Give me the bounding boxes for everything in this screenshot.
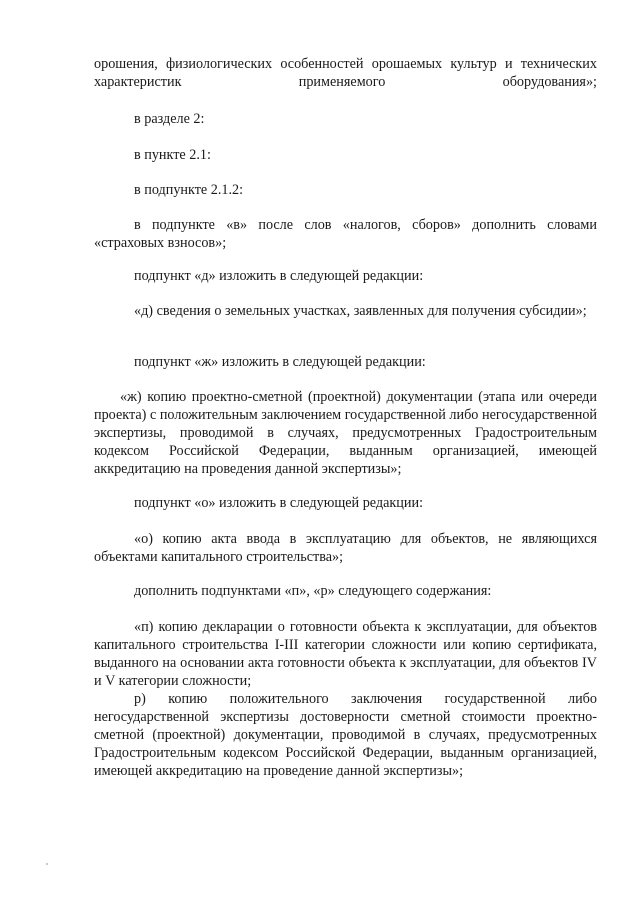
scan-speck: [46, 863, 48, 865]
paragraph-subpoint-d-text: «д) сведения о земельных участках, заявленных для получения субсидии»;: [134, 303, 587, 319]
paragraph-subpoint-p-text: «п) копию декларации о готовности объекта к эксплуатации, для объектов капитального строительства I-III категории сложности или копию сертификата, выданного на основании акта готовности объекта к эксплуатации, для объектов IV и V категории сложности;: [94, 619, 597, 689]
paragraph-subpoint-2-1-2: в подпункте 2.1.2:: [134, 182, 244, 198]
paragraph-add-subpoints-heading: дополнить подпунктами «п», «р» следующего содержания:: [134, 583, 492, 599]
paragraph-subpoint-o-heading: подпункт «о» изложить в следующей редакции:: [134, 495, 424, 511]
paragraph-subpoint-zh-heading: подпункт «ж» изложить в следующей редакции:: [134, 354, 426, 370]
paragraph-subpoint-o-text: «о) копию акта ввода в эксплуатацию для объектов, не являющихся объектами капитального строительства»;: [94, 531, 597, 565]
paragraph-subpoint-r-text: р) копию положительного заключения государственной либо негосударственной экспертизы достоверности сметной стоимости проектно-сметной (проектной) документации, проводимой в случаях, предусмотренных Градостроительным кодексом Российской Федерации, выданным организацией, имеющей аккредитацию на проведение данной экспертизы»;: [94, 691, 597, 779]
paragraph-subpoint-zh-text: «ж) копию проектно-сметной (проектной) документации (этапа или очереди проекта) с положительным заключением государственной либо негосударственной экспертизы, проводимой в случаях, предусмотренных Градостроительным кодексом Российской Федерации, выданным организацией, имеющей аккредитацию на проведения данной экспертизы»;: [94, 389, 597, 477]
paragraph-subpoint-v-amendment: в подпункте «в» после слов «налогов, сборов» дополнить словами «страховых взносов»;: [94, 217, 597, 251]
paragraph-section-2: в разделе 2:: [134, 111, 205, 127]
paragraph-irrigation-continuation: орошения, физиологических особенностей орошаемых культур и технических характеристик применяемого оборудования»;: [94, 56, 597, 90]
paragraph-subpoint-d-heading: подпункт «д» изложить в следующей редакции:: [134, 268, 424, 284]
paragraph-point-2-1: в пункте 2.1:: [134, 147, 211, 163]
